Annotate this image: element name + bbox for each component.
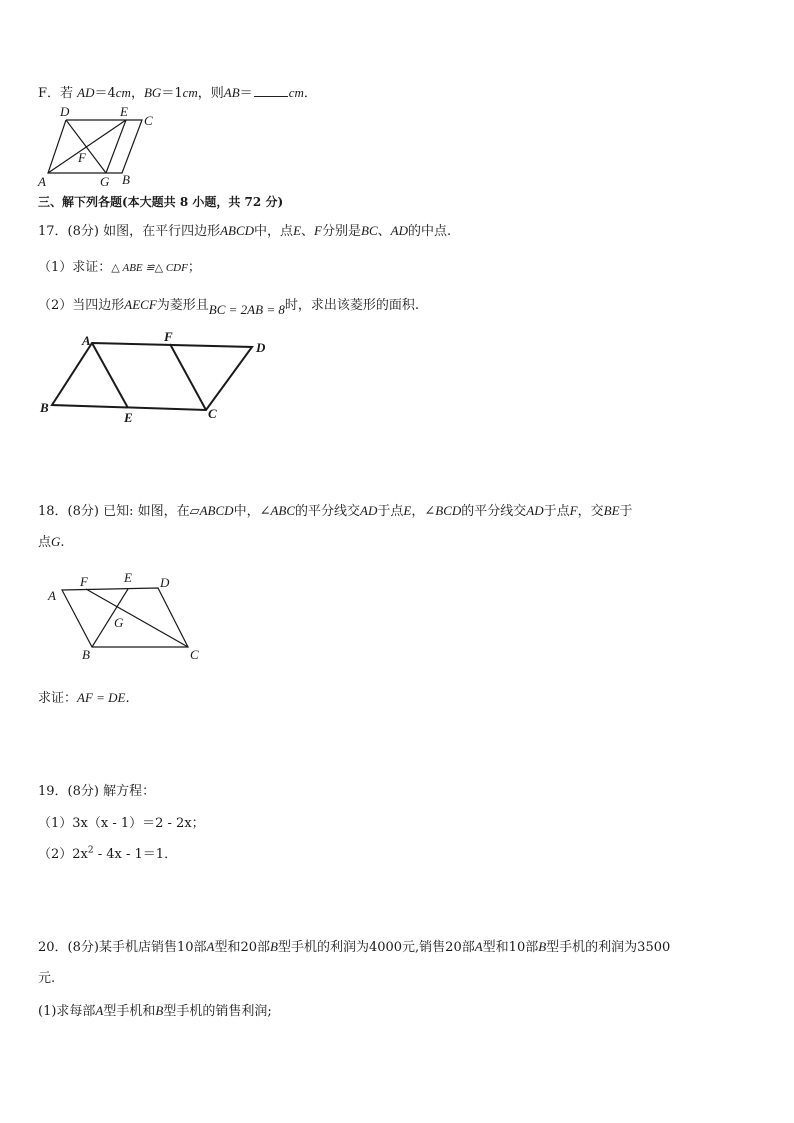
q20-part1: (1)求每部A型手机和B型手机的销售利润; bbox=[38, 1003, 272, 1019]
q16-answer-line: F．若 AD＝4cm，BG＝1cm，则AB＝ cm． bbox=[38, 85, 317, 101]
q17-part2: （2）当四边形AECF为菱形且BC = 2AB = 8时，求出该菱形的面积. bbox=[38, 297, 419, 317]
q16-label-g: G bbox=[100, 174, 110, 189]
q20-stem-line1: 20．(8分)某手机店销售10部A型和20部B型手机的利润为4000元,销售20部A型和10部B型手机的利润为3500 bbox=[38, 939, 671, 955]
q19-eq1: （1）3x（x - 1）＝2 - 2x； bbox=[38, 816, 205, 831]
q16-label-c: C bbox=[144, 113, 153, 128]
q19-stem: 19．(8分) 解方程： bbox=[38, 784, 156, 799]
q16-label-d: D bbox=[60, 104, 70, 119]
q20-stem-line2: 元. bbox=[38, 971, 56, 986]
section-title: 三、解下列各题(本大题共 8 小题，共 72 分) bbox=[38, 195, 284, 209]
q17-part1: （1）求证：△ ABE ≌△ CDF； bbox=[38, 260, 201, 275]
q18-stem-line2: 点G. bbox=[38, 534, 65, 550]
q16-label-a: A bbox=[38, 174, 46, 189]
q18-stem-line1: 18．(8分) 已知: 如图，在▱ABCD中，∠ABC的平分线交AD于点E，∠BCD的平分线交AD于点F，交BE于 bbox=[38, 503, 633, 519]
q17-label-d: D bbox=[256, 340, 266, 355]
q16-label-e: E bbox=[120, 104, 128, 119]
q17-label-a: A bbox=[82, 333, 91, 348]
q18-label-d: D bbox=[160, 575, 170, 590]
q16-label-f: F bbox=[78, 150, 86, 165]
q17-label-e: E bbox=[124, 410, 133, 425]
q18-label-c: C bbox=[190, 647, 199, 662]
q17-label-b: B bbox=[40, 400, 49, 415]
q18-label-f: F bbox=[80, 574, 88, 589]
q17-stem: 17．(8分) 如图，在平行四边形ABCD中，点E、F分别是BC、AD的中点. bbox=[38, 223, 452, 239]
q19-eq2: $(2)2x^2 - 4x - 1=1$． bbox=[38, 845, 178, 862]
q17-label-c: C bbox=[208, 406, 217, 421]
q18-label-g: G bbox=[114, 615, 124, 630]
q17-label-f: F bbox=[164, 329, 173, 344]
q18-label-e: E bbox=[124, 570, 132, 585]
q18-label-a: A bbox=[48, 588, 56, 603]
q18-prove: 求证：AF = DE. bbox=[38, 690, 130, 706]
q18-label-b: B bbox=[82, 647, 90, 662]
q16-label-b: B bbox=[122, 172, 130, 187]
